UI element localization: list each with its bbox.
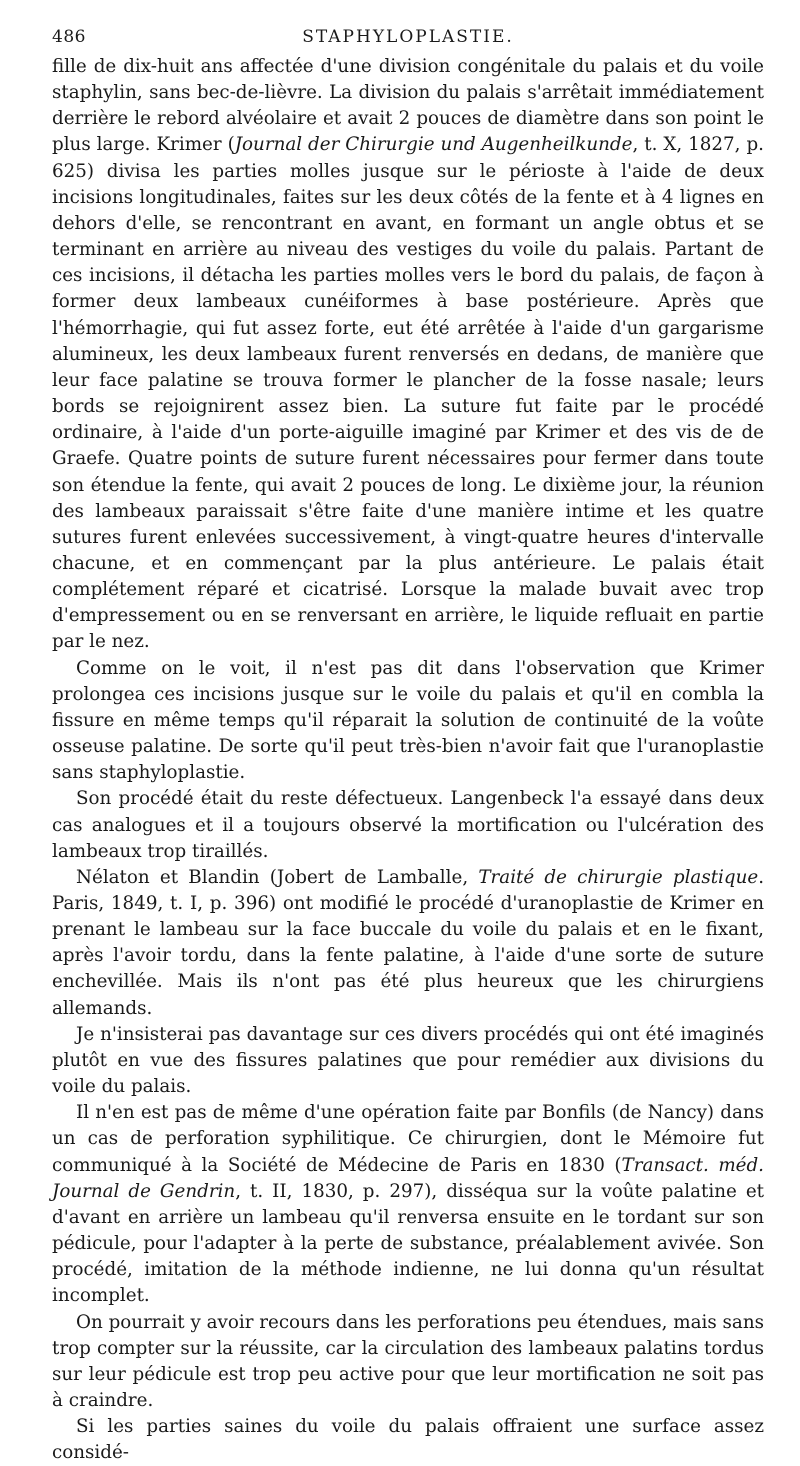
paragraph	[52, 656, 764, 787]
paragraph	[52, 1100, 764, 1309]
text-run: Il n'en est pas de même d'une opération faite par Bonfils (de Nancy) dans un cas de perforation syphilitique. Ce chirurgien, dont le Mémoire fut communiqué à la Société de Médecine de Paris en 1830 (	[52, 1102, 764, 1176]
paragraph	[52, 1310, 764, 1415]
text-run: fille de dix-huit ans affectée d'une division congénitale du palais et du voile staphylin, sans bec-de-lièvre. La division du palais s'arrêtait immédiatement derrière le rebord alvéolaire et avait 2 pouces de diamètre dans son point le plus large. Krimer (	[52, 56, 764, 156]
text-run: Nélaton et Blandin (Jobert de Lamballe,	[76, 866, 479, 888]
italic-citation: Traité de chirurgie plastique	[478, 866, 759, 888]
book-page	[52, 22, 764, 1466]
paragraph	[52, 786, 764, 864]
text-run: Si les parties saines du voile du palais offraient une surface assez considé-	[52, 1416, 764, 1464]
text-run: Comme on le voit, il n'est pas dit dans l'observation que Krimer prolongea ces incisions jusque sur le voile du palais et qu'il en combla la fissure en même temps qu'il réparait la solution de continuité de la voûte osseuse palatine. De sorte qu'il peut très-bien n'avoir fait que l'uranoplastie sans staphyloplastie.	[52, 657, 764, 784]
paragraph	[52, 54, 764, 656]
running-title: STAPHYLOPLASTIE.	[302, 27, 514, 47]
text-run: Je n'insisterai pas davantage sur ces divers procédés qui ont été imaginés plutôt en vue des fissures palatines que pour remédier aux divisions du voile du palais.	[52, 1023, 764, 1098]
page-number: 486	[52, 27, 86, 47]
paragraph	[52, 1022, 764, 1100]
paragraph	[52, 865, 764, 1022]
text-run: . Paris, 1849, t. I, p. 396) ont modifié le procédé d'uranoplastie de Krimer en prenant le lambeau sur la face buccale du voile du palais et en le fixant, après l'avoir tordu, dans la fente palatine, à l'aide d'une sorte de suture enchevillée. Mais ils n'ont pas été plus heureux que les chirurgiens allemands.	[52, 866, 764, 1019]
text-run: , t. X, 1827, p. 625) divisa les parties molles jusque sur le périoste à l'aide de deux incisions longitudinales, faites sur les deux côtés de la fente et à 4 lignes en dehors d'elle, se rencontrant en avant, en formant un angle obtus et se terminant en arrière au niveau des vestiges du voile du palais. Partant de ces incisions, il détacha les parties molles vers le bord du palais, de façon à former deux lambeaux cunéiformes à base postérieure. Après que l'hémorrhagie, qui fut assez forte, eut été arrêtée à l'aide d'un gargarisme alumineux, les deux lambeaux furent renversés en dedans, de manière que leur face palatine se trouva former le plancher de la fosse nasale; leurs bords se rejoignirent assez bien. La suture fut faite par le procédé ordinaire, à l'aide d'un porte-aiguille imaginé par Krimer et des vis de de Graefe. Quatre points de suture furent nécessaires pour fermer dans toute son étendue la fente, qui avait 2 pouces de long. Le dixième jour, la réunion des lambeaux paraissait s'être faite d'une manière intime et les quatre sutures furent enlevées successivement, à vingt-quatre heures d'intervalle chacune, et en commençant par la plus antérieure. Le palais était complétement réparé et cicatrisé. Lorsque la malade buvait avec trop d'empressement ou en se renversant en arrière, le liquide refluait en partie par le nez.	[52, 134, 764, 653]
text-run: Son procédé était du reste défectueux. Langenbeck l'a essayé dans deux cas analogues et il a toujours observé la mortification ou l'ulcération des lambeaux trop tiraillés.	[52, 788, 764, 862]
italic-citation: Journal der Chirurgie und Augenheilkunde	[234, 134, 633, 156]
italic-citation: Transact. méd. Journal de Gendrin	[52, 1154, 764, 1202]
paragraph	[52, 1414, 764, 1466]
text-run: , t. II, 1830, p. 297), disséqua sur la voûte palatine et d'avant en arrière un lambeau qu'il renversa ensuite en le tordant sur son pédicule, pour l'adapter à la perte de substance, préalablement avivée. Son procédé, imitation de la méthode indienne, ne lui donna qu'un résultat incomplet.	[52, 1180, 764, 1307]
body-text	[52, 54, 764, 1466]
text-run: On pourrait y avoir recours dans les perforations peu étendues, mais sans trop compter sur la réussite, car la circulation des lambeaux palatins tordus sur leur pédicule est trop peu active pour que leur mortification ne soit pas à craindre.	[52, 1311, 764, 1411]
page-header	[52, 22, 764, 52]
